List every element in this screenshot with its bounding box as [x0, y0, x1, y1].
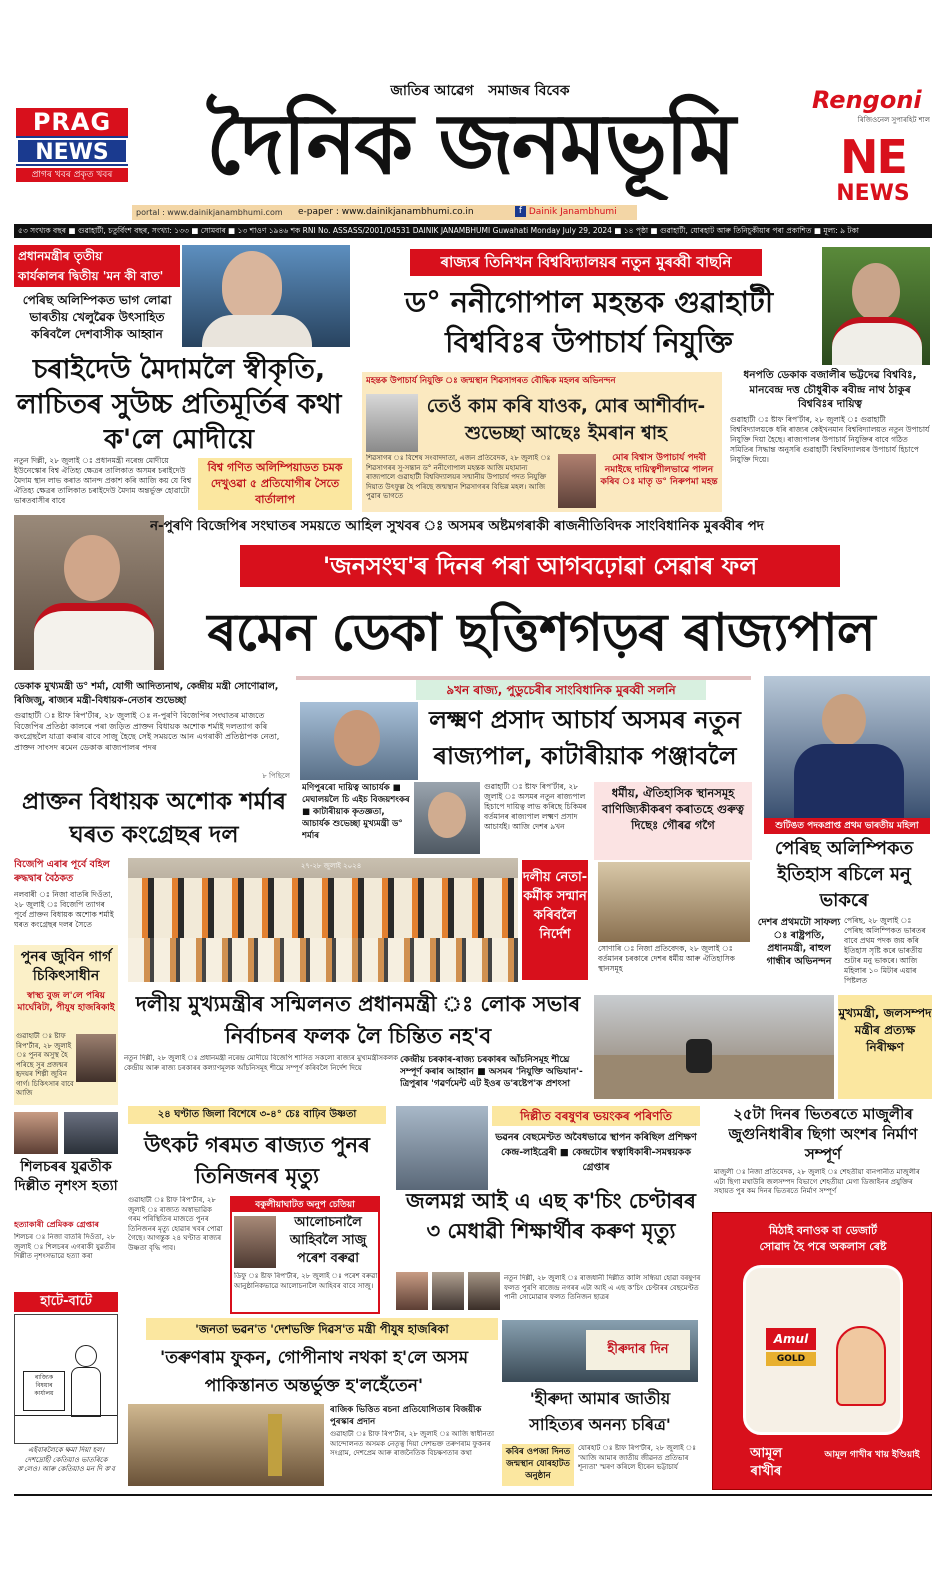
acharya-headline: লক্ষ্মণ প্ৰসাদ আচাৰ্য অসমৰ নতুন ৰাজ্যপাল, কাটাৰীয়াক পঞ্জাবলৈ: [429, 706, 741, 770]
manu-body: পেৰিছ, ২৮ জুলাই ঃ পেৰিছ অলিম্পিকত ভাৰতৰ বাবে প্ৰথম পদক জয় কৰি ইতিহাস সৃষ্টি কৰে ভাৰতীয় শুটাৰ মনু ভাকৰে। আজি মহিলাৰ ১০ মিটাৰ এয়াৰ পিষ্টলত: [844, 916, 926, 985]
piyush-body: গুৱাহাটী ঃ ষ্টাফ ৰিপ'ৰ্টাৰ, ২৮ জুলাই ঃ আজি স্বাধীনতা আন্দোলনত অসমক নেতৃত্ব দিয়া দেশভক্ত তৰুণৰাম ফুকনৰ সংগ্ৰাম, দেশপ্ৰেম আৰু ৰাজনৈতিক বিচক্ষণতাৰ কথা: [330, 1430, 494, 1457]
hiren-box: কবিৰ ওপজা দিনত জন্মস্থান যোৰহাটত অনুষ্ঠান: [502, 1444, 574, 1486]
newspaper-title: দৈনিক জনমভূমি: [206, 95, 734, 193]
facebook-name: Dainik Janambhumi: [528, 207, 617, 217]
cartoon-panel: [14, 1314, 118, 1444]
silchar-photo-2: [64, 1112, 118, 1154]
delhi-headline: জলমগ্ন আই এ এছ ক'চিং চেণ্টাৰৰ ৩ মেধাৱী শিক্ষাৰ্থীৰ কৰুণ মৃত্যু: [406, 1189, 696, 1243]
amul-tagline-1: মিঠাই বনাওক বা ডেজাৰ্ট: [768, 1224, 878, 1237]
piyush-photo: [128, 1404, 324, 1486]
modi-headline: চৰাইদেউ মৈদামলৈ স্বীকৃতি, লাচিতৰ সুউচ্চ প্ৰতিমূৰ্তিৰ কথা ক'লে মোদীয়ে: [16, 354, 342, 455]
kataria-photo: [414, 782, 480, 854]
cartoon-caption: এইবাৰলৈকে ক্ষমা দিয়া হল। দেশদ্ৰোহী কেতিয়াও ভাতৰিকে ক'লেও। আৰু কেতিয়াও মন দি ক'ব: [17, 1446, 115, 1473]
ramen-banner: 'জনসংঘ'ৰ দিনৰ পৰা আগবঢ়োৱা সেৱাৰ ফল: [240, 545, 840, 587]
hiren-body: যোৰহাট ঃ ষ্টাফ ৰিপ'ৰ্টাৰ, ২৮ জুলাই ঃ 'আজি আমাৰ জাতীয় জীৱনত প্ৰতিভাৰ শূন্যতা' স্মৰণ কৰিলে হীৰেন ভট্টাচাৰ্য: [578, 1444, 696, 1471]
acharya-face: [334, 710, 380, 766]
prag-slogan: প্ৰাগৰ খবৰ প্ৰকৃত খবৰ: [16, 168, 128, 182]
acharya-side: মণিপুৰৰো দায়িত্ব আচাৰ্যক ■ মেঘালয়লৈ চি এইচ বিজয়শংকৰ ■ কাটাৰীয়াক কৃতজ্ঞতা, আচাৰ্যক শুভেচ্ছা মুখ্যমন্ত্ৰী ড° শৰ্মাৰ: [302, 783, 410, 841]
majuli-body: মাজুলী ঃ নিজা প্ৰতিবেদক, ২৮ জুলাই ঃ শেহতীয়া বানপানীত মাজুলীৰ এটা ছিগা মথাউৰি জলসম্পদ বিভাগে শেহতীয়া মেগা ডিজাইনৰ প্ৰযুক্তিৰ সহায়ত পুৰ কম দিনৰ ভিতৰতে নিৰ্মাণ সম্পূৰ্ণ: [714, 1168, 920, 1195]
majuli-motorbike: [686, 1039, 712, 1073]
mother-photo: [558, 454, 596, 508]
amul-foot-left-1: আমূল: [749, 1446, 783, 1461]
modi-body: নতুন দিল্লী, ২৮ জুলাই ঃ প্ৰধানমন্ত্ৰী নৰেন্দ্ৰ মোদীয়ে ইউনেস্কোৰ বিশ্ব ঐতিহ্য ক্ষেত্ৰৰ তালিকাত অসমৰ চৰাইদেউ মৈদাম স্থান লাভ কৰাত আনন্দ প্ৰকাশ কৰি আজি কয় যে বিশ্ব ঐতিহ্য ক্ষেত্ৰৰ তালিকাত চৰাইদেউ মৈদাম অন্তৰ্ভুক্ত হোৱাটো ভাৰতবাসীৰ বাবে: [14, 456, 192, 505]
modi-photo: [182, 245, 350, 347]
ramen-face: [64, 535, 120, 601]
vc-headline: ড° ননীগোপাল মহন্তক গুৱাহাটী বিশ্ববিঃৰ উপাচাৰ্য নিযুক্তি: [404, 285, 774, 359]
manu-headline: পেৰিছ অলিম্পিকত ইতিহাস ৰচিলে মনু ভাকৰে: [774, 838, 914, 911]
emran-kicker: মহন্তক উপাচাৰ্য নিযুক্তি ঃ জন্মস্থান শিৱসাগৰত বৌদ্ধিক মহলৰ অভিনন্দন: [366, 376, 616, 386]
prag-news-logo: [16, 108, 128, 188]
zubeen-headline: পুনৰ জুবিন গাৰ্গ চিকিৎসাধীন: [20, 949, 112, 984]
prag-logo-bottom: NEWS: [16, 138, 128, 164]
ashok-kicker: বিজেপি এৰাৰ পূৰ্বে বহিল ৰুদ্ধদ্বাৰ বৈঠকত: [14, 859, 110, 884]
ne-logo-top: NE: [840, 132, 906, 184]
heat-kicker: ২৪ ঘণ্টাত জিলা বিশেষে ৩-৪° চেঃ বাঢ়িব উষ্ণতা: [128, 1106, 386, 1124]
delhi-subhead: ভৱনৰ বেছমেণ্টত অবৈধভাৱে স্থাপন কৰিছিল প্ৰশিক্ষণ কেন্দ্ৰ-লাইব্ৰেৰী ■ কেন্দ্ৰটোৰ স্বত্বাধিকাৰী-সমন্বয়কক গ্ৰেপ্তাৰ: [495, 1132, 697, 1173]
dateline: ৫৩ সংখ্যক বছৰ ■ গুৱাহাটী, চতুৰ্বিংশ বছৰ, সংখ্যা: ১৩৩ ■ সোমবাৰ ■ ১৩ শাওণ ১৯৪৬ শক RNI No. ASSASS/2001/04531 DAINIK JANAMBHUMI Guwahati Monday July 29, 2024 ■ ১৪ পৃষ্ঠা ■ গুৱাহাটী, যোৰহাট আৰু তিনিচুকীয়াৰ পৰা প্ৰকাশিত ■ মূল্য: ৯ টকা: [14, 224, 932, 238]
delhi-photo: [396, 1106, 488, 1190]
silchar-headline: শিলচৰৰ যুৱতীক দিল্লীত নৃশংস হত্যা: [14, 1159, 118, 1194]
ramen-body: গুৱাহাটী ঃ ষ্টাফ ৰিপ'ৰ্টাৰ, ২৮ জুলাই ঃ ন-পুৰণি বিজেপিৰ সংঘাতৰ মাজতে বিজেপিৰ প্ৰতিষ্ঠা কালৰে পৰা জড়িত প্ৰাক্তন বিধায়ক অশোক শৰ্মাই দলত্যাগ কৰি কংগ্ৰেছলৈ যাত্ৰা কৰাৰ বাবে সাজু হৈছে সেই সময়তে আন এগৰাকী প্ৰতিষ্ঠাপক নেতা, প্ৰাক্তন সাংসদ ৰমেন ডেকাক ৰাজ্যপালৰ পদৰ: [14, 711, 280, 752]
ashok-body: নলবাৰী ঃ নিজা বাতৰি দিওঁতা, ২৮ জুলাই ঃ বিজেপি ত্যাগৰ পূৰ্বে প্ৰাক্তন বিধায়ক অশোক শৰ্মাই ঘৰত কংগ্ৰেছৰ দলৰ সৈতে: [14, 890, 114, 929]
manu-face: [822, 694, 866, 746]
acharya-photo: [300, 702, 418, 780]
manu-side: দেশৰ প্ৰথমটো সাফল্য ঃ ৰাষ্ট্ৰপতি, প্ৰধানমন্ত্ৰী, ৰাহুল গান্ধীৰ অভিনন্দন: [757, 917, 841, 967]
hiren-banner: হীৰুদাৰ দিন: [586, 1330, 690, 1370]
manu-photo: [764, 676, 930, 818]
ne-logo-bottom: NEWS: [836, 181, 910, 206]
facebook-icon: f: [515, 206, 526, 217]
amul-product: GOLD: [766, 1352, 816, 1366]
delhi-body: নতুন দিল্লী, ২৮ জুলাই ঃ ৰাজধানী দিল্লীত কালি সন্ধিয়া হোৱা বৰষুণৰ ফলত পুৰণি ৰাজেন্দ্ৰ নগৰৰ এটা আই এ এছ ক'চিং চেণ্টাৰৰ বেছমেণ্টত পানী সোমোৱাৰ ফলত তিনিজন ছাত্ৰৰ: [504, 1274, 701, 1301]
amul-brand: Amul: [766, 1328, 816, 1350]
zubeen-subhead: স্বাস্থ্য বুজ ল'লে পৰিয় মাৰ্ঘেৰিটা, পীযুষ হাজৰিকাই: [17, 991, 115, 1013]
acharya-body: গুৱাহাটী ঃ ষ্টাফ ৰিপ'ৰ্টাৰ, ২৮ জুলাই ঃ অসমৰ নতুন ৰাজ্যপাল হিচাপে দায়িত্ব লাভ কৰিছে চিকিমৰ বৰ্তমানৰ ৰাজ্যপাল লক্ষ্মণ প্ৰসাদ আচাৰ্যই। আজি দেশৰ ৯খন: [484, 782, 587, 831]
hiren-headline: 'হীৰুদা আমাৰ জাতীয় সাহিত্যৰ অনন্য চৰিত্ৰ': [529, 1389, 671, 1434]
rengoni-logo: [812, 86, 930, 126]
tagline-right: সমাজৰ বিবেক: [488, 83, 570, 99]
heat-body: গুৱাহাটী ঃ ষ্টাফ ৰিপ'ৰ্টাৰ, ২৮ জুলাই ঃ ৰাজ্যত অস্বাভাৱিক গৰম পৰিস্থিতিৰ মাজতে পুনৰ তিনিজনৰ মৃত্যু হোৱাৰ খবৰ পোৱা গৈছে। আগন্তুক ২৪ ঘণ্টাত ৰাজ্যৰ উষ্ণতা বৃদ্ধি পাব।: [128, 1196, 223, 1252]
cartoon-head: [75, 1345, 97, 1367]
paresh-kicker: বকুলীয়াঘাটত অনুপ চেতিয়া: [232, 1198, 378, 1212]
emran-body: শিৱসাগৰ ঃ বিশেষ সংবাদদাতা, এজন প্ৰতিবেদক, ২৮ জুলাই ঃ শিৱসাগৰৰ সু-সন্তান ড° ননীগোপাল মহন্তক আজি মহামান্য ৰাজ্যপালে গুৱাহাটী বিশ্ববিদ্যালয়ৰ সন্মানীয় উপাচাৰ্য পদত নিযুক্তি দিয়াত উৎফুল্ল হৈ পৰিছে জন্মস্থান শিৱসাগৰৰ বিভিন্ন মহল। আজি পুৱাৰ ভাগতে: [366, 454, 551, 500]
math-olympiad-box: বিশ্ব গণিত অলিম্পিয়াডত চমক দেখুওৱা ৫ প্ৰতিযোগীৰ সৈতে বাৰ্তালাপ: [198, 458, 352, 510]
ramen-photo: [14, 515, 164, 670]
hate-bate-title: হাটে-বাটে: [14, 1292, 118, 1312]
vc-side-headline: ধনপতি ডেকাক বজালীৰ ভট্টদেৱ বিশ্ববিঃ, মানবেন্দ্ৰ দত্ত চৌধুৰীক ৰবীন্দ্ৰ নাথ ঠাকুৰ বিশ্ববিঃৰ দায়িত্ব: [743, 369, 917, 410]
rengoni-sub: ৰিজিওনেল সুপাৰহিট শাল: [857, 116, 930, 124]
ne-news-logo: [818, 132, 928, 212]
ramen-more[interactable]: ৮ পিছিলে: [262, 772, 290, 780]
vc-side-body: গুৱাহাটী ঃ ষ্টাফ ৰিপ'ৰ্টাৰ, ২৮ জুলাই ঃ গুৱাহাটী বিশ্ববিদ্যালয়কে ধৰি ৰাজ্যৰ কেইখনমান বিশ্ববিদ্যালয়ত নতুন উপাচাৰ্য নিযুক্তি দিয়া হৈছে। ৰাজ্যপালৰ উপাচাৰ্য নিযুক্তিৰ বাবে গঠিত সমিতিৰ সিদ্ধান্ত অনুসৰি গুৱাহাটী বিশ্ববিদ্যালয়ৰ উপাচাৰ্য হিচাপে নিযুক্তি দিয়ে।: [730, 415, 930, 464]
paresh-photo: [234, 1216, 276, 1268]
ramen-strap: ন-পুৰণি বিজেপিৰ সংঘাতৰ সময়তে আহিল সুখবৰ ঃ অসমৰ অষ্টমগৰাকী ৰাজনীতিবিদক সাংবিধানিক মুৰব্বীৰ পদ: [150, 518, 764, 534]
cm-meeting-side: কেন্দ্ৰীয় চৰকাৰ-ৰাজ্য চৰকাৰৰ আঁচনিসমূহ শীঘ্ৰে সম্পূৰ্ণ কৰাৰ আহ্বান ■ অসমৰ 'নিযুক্তি অভিযান'-ত্ৰিপুৰাৰ 'গৱৰ্ণমেন্ট এট ইওৰ ড'ৰষ্টেপ'ক প্ৰশংসা: [400, 1055, 583, 1089]
vc-kicker: ৰাজ্যৰ তিনিখন বিশ্ববিদ্যালয়ৰ নতুন মুৰব্বী বাছনি: [410, 249, 762, 276]
modi-subhead: পেৰিছ অলিম্পিকত ভাগ লোৱা ভাৰতীয় খেলুৱৈক উৎসাহিত কৰিবলৈ দেশবাসীক আহ্বান: [22, 293, 172, 341]
hiren-photo: [502, 1320, 698, 1382]
page-bottom-rule: [14, 1494, 932, 1496]
paresh-headline: আলোচনালৈ আহিবলৈ সাজু পৰেশ বৰুৱা: [289, 1215, 367, 1266]
silchar-body: শিলচৰ ঃ নিজা বাতৰি দিওঁতা, ২৮ জুলাই ঃ শিলচৰৰ এগৰাকী যুৱতীৰ দিল্লীত নৃশংসভাৱে হত্যা কৰা: [14, 1233, 116, 1260]
facebook-link[interactable]: [515, 205, 637, 220]
mother-quote: মোৰ বিশ্বাস উপাচাৰ্য পদবী নমাইছে দায়িত্বশীলভাৱে পালন কৰিব ঃ মাতৃ ড° নিৰুপমা মহন্ত: [600, 453, 718, 487]
mahanta-photo: [822, 247, 930, 365]
cm-meeting-box: দলীয় নেতা-কৰ্মীক সন্মান কৰিবলৈ নিৰ্দেশ: [522, 860, 588, 980]
portal-url[interactable]: portal : www.dainikjanambhumi.com: [136, 208, 283, 217]
piyush-side-kicker: ৰাজিক ভিত্তিত ৰচনা প্ৰতিযোগিতাৰ বিজয়ীক পুৰস্কাৰ প্ৰদান: [330, 1405, 482, 1427]
cm-meeting-body: নতুন দিল্লী, ২৮ জুলাই ঃ প্ৰধানমন্ত্ৰী নৰেন্দ্ৰ মোদীয়ে বিজেপি শাসিত সকলো ৰাজ্যৰ মুখ্যমন্ত্ৰীসকলক কেন্দ্ৰীয় আৰু ৰাজ্য চৰকাৰৰ কল্যাণমূলক আঁচনিসমূহ শীঘ্ৰে সম্পূৰ্ণ কৰিবলৈ নিৰ্দেশ দিয়ে: [124, 1054, 398, 1072]
cartoon-body: [71, 1367, 101, 1417]
mahanta-gamosa: [832, 317, 922, 365]
heritage-body: সোণাৰি ঃ নিজা প্ৰতিবেদক, ২৮ জুলাই ঃ বৰ্তমানৰ চৰকাৰে দেশৰ ধৰ্মীয় আৰু ঐতিহাসিক স্থানসমূহ: [598, 944, 735, 973]
cartoon-sign: ৰাজ্যিক বিষয়াৰ কাৰ্যালয়: [23, 1371, 65, 1411]
kataria-face: [428, 792, 466, 838]
piyush-lamp: [268, 1414, 282, 1476]
cm-meeting-front-row: [128, 938, 518, 982]
ramen-gamosa: [34, 603, 154, 670]
piyush-headline: 'তৰুণৰাম ফুকন, গোপীনাথ নথকা হ'লে অসম পাকিস্তানত অন্তৰ্ভুক্ত হ'লহেঁতেন': [159, 1348, 469, 1396]
emran-headline: তেওঁ কাম কৰি যাওক, মোৰ আশীৰ্বাদ-শুভেচ্ছা আছেঃ ইমৰান শ্বাহ: [426, 396, 706, 444]
heritage-headline: ধৰ্মীয়, ঐতিহাসিক স্থানসমূহ বাণিজ্যিকীকৰণ কৰাতহে গুৰুত্ব দিছেঃ গৌৰৱ গগৈ: [594, 782, 752, 860]
cm-meeting-photo: [128, 858, 518, 982]
majuli-photo: [594, 995, 834, 1099]
amul-foot-right: আমূল গাখীৰ খায় ইণ্ডিয়াই: [824, 1450, 920, 1460]
amul-foot-left-2: ৰাখীৰ: [750, 1464, 782, 1479]
acharya-kicker: ৯খন ৰাজ্য, পুডুচেৰীৰ সাংবিধানিক মুৰব্বী সলনি: [416, 680, 706, 700]
amul-tagline-2: সোৱাদ হৈ পৰে অকলাস ৰেষ্ট: [759, 1240, 887, 1253]
modi-face: [222, 251, 282, 321]
ramen-greet: ডেকাক মুখ্যমন্ত্ৰী ড° শৰ্মা, যোগী আদিত্যনাথ, কেন্দ্ৰীয় মন্ত্ৰী সোণোৱাল, ৰিজিজু, ৰাজ্যৰ মন্ত্ৰী-বিধায়ক-নেতাৰ শুভেচ্ছা: [14, 681, 279, 706]
paresh-body: ডিফু ঃ ষ্টাফ ৰিপ'ৰ্টাৰ, ২৮ জুলাই ঃ পৰেশ বৰুৱা আনুষ্ঠানিকভাৱে আলোচনালৈ আহিবৰ বাবে সাজু।: [234, 1272, 378, 1290]
epaper-url[interactable]: e-paper : www.dainikjanambhumi.co.in: [298, 207, 474, 217]
ramen-headline: ৰমেন ডেকা ছত্তিশগড়ৰ ৰাজ্যপাল: [207, 603, 875, 663]
ashok-headline: প্ৰাক্তন বিধায়ক অশোক শৰ্মাৰ ঘৰত কংগ্ৰেছৰ দল: [21, 789, 287, 848]
silchar-photo-1: [14, 1112, 58, 1154]
modi-kurta: [202, 315, 312, 347]
manu-caption: শুটিঙত পদকপ্ৰাপ্ত প্ৰথম ভাৰতীয় মহিলা: [764, 818, 930, 834]
modi-label-line2: কাৰ্যকালৰ দ্বিতীয় 'মন কী বাত': [18, 269, 164, 283]
piyush-kicker: 'জনতা ভৱন'ত 'দেশভক্তি দিৱস'ত মন্ত্ৰী পীযুষ হাজৰিকা: [146, 1318, 498, 1340]
tagline-left: জাতিৰ আৱেগ: [390, 83, 474, 99]
amul-foot-left: [721, 1445, 811, 1485]
modi-label: [14, 245, 180, 287]
delhi-kicker: দিল্লীত বৰষুণৰ ভয়ংকৰ পৰিণতি: [492, 1106, 700, 1126]
modi-label-line1: প্ৰধানমন্ত্ৰীৰ তৃতীয়: [18, 249, 103, 263]
cm-meeting-headline: দলীয় মুখ্যমন্ত্ৰীৰ সন্মিলনত প্ৰধানমন্ত্ৰী ঃ লোক সভাৰ নিৰ্বাচনৰ ফলক লৈ চিন্তিত নহ'ব: [135, 992, 581, 1048]
majuli-embankment: [594, 1055, 834, 1099]
amul-ad[interactable]: [712, 1212, 932, 1490]
cm-meeting-crowd: [128, 878, 518, 938]
victim-photo-2: [432, 1272, 464, 1310]
heat-headline: উৎকট গৰমত ৰাজ্যত পুনৰ তিনিজনৰ মৃত্যু: [144, 1133, 370, 1188]
heritage-photo: [598, 862, 750, 942]
cartoon-floor: [15, 1415, 118, 1416]
amul-girl: [836, 1326, 886, 1406]
rengoni-name: Rengoni: [812, 86, 922, 114]
majuli-headline: ২৫টা দিনৰ ভিতৰতে মাজুলীৰ জুগুনিধাৰীৰ ছিগা অংশৰ নিৰ্মাণ সম্পূৰ্ণ: [728, 1105, 918, 1163]
amul-pouch: [743, 1265, 903, 1435]
prag-logo-top: PRAG: [16, 108, 128, 136]
majuli-box: মুখ্যমন্ত্ৰী, জলসম্পদ মন্ত্ৰীৰ প্ৰত্যক্ষ নিৰীক্ষণ: [838, 995, 932, 1099]
cm-photo-date: ২৭-২৮ জুলাই ২০২৪: [300, 862, 362, 870]
amul-tagline: [721, 1223, 925, 1255]
mahanta-face: [852, 263, 900, 321]
victim-photo-1: [396, 1272, 428, 1310]
silchar-subhead: হত্যাকাৰী প্ৰেমিকক গ্ৰেপ্তাৰ: [14, 1220, 99, 1229]
victim-photo-3: [468, 1272, 500, 1310]
zubeen-photo: [76, 1034, 116, 1082]
zubeen-body: গুৱাহাটী ঃ ষ্টাফ ৰিপ'ৰ্টাৰ, ২৮ জুলাই ঃ পুনৰ অসুস্থ হৈ পৰিছে সুৰ প্ৰজন্মৰ হৃদয়ৰ শিল্পী জুবিন গাৰ্গ। চিকিৎসাৰ বাবে আজি: [16, 1032, 74, 1097]
manu-jersey: [794, 744, 904, 818]
